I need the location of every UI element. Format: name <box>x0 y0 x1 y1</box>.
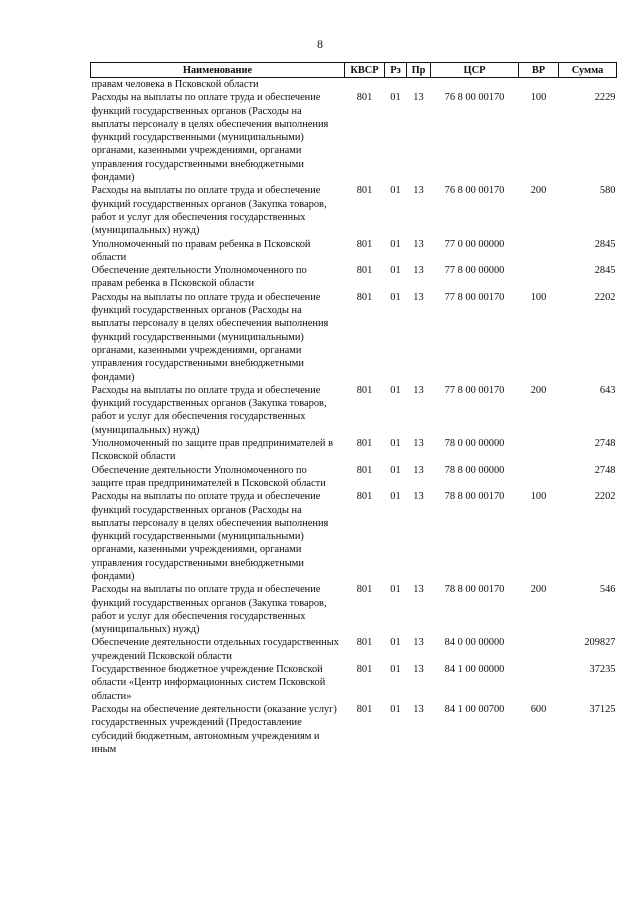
cell-vr <box>519 264 559 291</box>
cell-name: Обеспечение деятельности Уполномоченного по защите прав предпринимателей в Псковской области <box>91 464 326 489</box>
cell-name: Расходы на выплаты по оплате труда и обеспечение функций государственных органов (Расходы на выплаты персоналу в целях обеспечения выполнения функций государственными (муниципальными) органами, казенными учреждениями, органами управления государственными внебюджетными фондами) <box>91 491 329 582</box>
cell-kvsr: 801 <box>356 584 373 596</box>
cell-csr: 84 1 00 00700 <box>444 703 505 715</box>
column-header-pr: Пр <box>407 63 431 78</box>
cell-sum <box>559 78 617 92</box>
cell-name: Обеспечение деятельности Уполномоченного по правам ребенка в Псковской области <box>91 265 307 290</box>
cell-kvsr: 801 <box>356 703 373 715</box>
cell-vr: 200 <box>530 384 547 396</box>
cell-sum: 2748 <box>594 438 616 450</box>
cell-csr: 76 8 00 00170 <box>444 185 505 197</box>
cell-pr: 13 <box>413 438 424 450</box>
column-header-sum: Сумма <box>559 63 617 78</box>
cell-sum: 546 <box>599 584 616 596</box>
cell-sum: 2845 <box>594 265 616 277</box>
table-row <box>91 703 617 756</box>
cell-name: Расходы на обеспечение деятельности (оказание услуг) государственных учреждений (Предоставление субсидий бюджетным, автономным учреждениям и иным <box>91 703 337 755</box>
cell-sum: 2229 <box>594 92 616 104</box>
cell-pr: 13 <box>413 185 424 197</box>
cell-vr <box>519 636 559 663</box>
cell-vr <box>519 238 559 265</box>
cell-rz: 01 <box>390 384 401 396</box>
cell-csr <box>431 78 519 92</box>
cell-pr: 13 <box>413 238 424 250</box>
cell-vr: 100 <box>530 291 547 303</box>
cell-sum: 37235 <box>589 664 616 676</box>
cell-name: Государственное бюджетное учреждение Псковской области «Центр информационных систем Псковской области» <box>91 664 326 702</box>
table-row <box>91 663 617 703</box>
table-row <box>91 78 617 92</box>
cell-vr: 200 <box>530 584 547 596</box>
cell-vr <box>519 78 559 92</box>
cell-name: Уполномоченный по защите прав предпринимателей в Псковской области <box>91 438 333 463</box>
table-row <box>91 91 617 184</box>
cell-name: Расходы на выплаты по оплате труда и обеспечение функций государственных органов (Расходы на выплаты персоналу в целях обеспечения выполнения функций государственными (муниципальными) органами, казенными учреждениями, органами управления государственными внебюджетными фондами) <box>91 92 329 184</box>
cell-rz: 01 <box>390 491 401 503</box>
cell-name: Расходы на выплаты по оплате труда и обеспечение функций государственных органов (Закупка товаров, работ и услуг для обеспечения государственных (муниципальных) нужд) <box>91 584 327 636</box>
cell-rz: 01 <box>390 291 401 303</box>
table-row <box>91 184 617 237</box>
table-body <box>91 78 617 757</box>
cell-kvsr: 801 <box>356 384 373 396</box>
cell-vr <box>519 464 559 491</box>
cell-name: Расходы на выплаты по оплате труда и обеспечение функций государственных органов (Расходы на выплаты персоналу в целях обеспечения выполнения функций государственными (муниципальными) органами, казенными учреждениями, органами управления государственными внебюджетными фондами) <box>91 291 329 383</box>
cell-vr: 100 <box>530 92 547 104</box>
cell-sum: 643 <box>599 384 616 396</box>
cell-rz: 01 <box>390 238 401 250</box>
cell-vr <box>519 663 559 703</box>
cell-kvsr: 801 <box>356 438 373 450</box>
cell-rz: 01 <box>390 584 401 596</box>
cell-kvsr: 801 <box>356 464 373 476</box>
header-row <box>91 63 617 78</box>
budget-table <box>90 62 617 756</box>
cell-csr: 77 8 00 00170 <box>444 291 505 303</box>
page-number: 8 <box>317 37 323 51</box>
cell-csr: 77 0 00 00000 <box>444 238 505 250</box>
cell-pr: 13 <box>413 703 424 715</box>
cell-rz: 01 <box>390 464 401 476</box>
cell-sum: 37125 <box>589 703 616 715</box>
cell-kvsr: 801 <box>356 491 373 503</box>
cell-kvsr: 801 <box>356 291 373 303</box>
cell-pr: 13 <box>413 584 424 596</box>
cell-sum: 2202 <box>594 491 616 503</box>
cell-pr <box>407 78 431 92</box>
cell-pr: 13 <box>413 491 424 503</box>
cell-pr: 13 <box>413 637 424 649</box>
table-row <box>91 490 617 583</box>
cell-csr: 84 1 00 00000 <box>444 664 505 676</box>
table-row <box>91 291 617 384</box>
cell-rz <box>385 78 407 92</box>
cell-kvsr: 801 <box>356 637 373 649</box>
cell-sum: 209827 <box>584 637 616 649</box>
cell-kvsr: 801 <box>356 664 373 676</box>
cell-sum: 2202 <box>594 291 616 303</box>
cell-rz: 01 <box>390 637 401 649</box>
cell-csr: 84 0 00 00000 <box>444 637 505 649</box>
cell-kvsr: 801 <box>356 185 373 197</box>
cell-vr: 100 <box>530 491 547 503</box>
cell-pr: 13 <box>413 291 424 303</box>
column-header-csr: ЦСР <box>431 63 519 78</box>
cell-pr: 13 <box>413 384 424 396</box>
cell-pr: 13 <box>413 664 424 676</box>
cell-csr: 78 8 00 00170 <box>444 491 505 503</box>
cell-name: Обеспечение деятельности отдельных государственных учреждений Псковской области <box>91 637 339 662</box>
cell-rz: 01 <box>390 265 401 277</box>
column-header-name: Наименование <box>91 63 345 78</box>
cell-kvsr: 801 <box>356 238 373 250</box>
table-row <box>91 464 617 491</box>
cell-pr: 13 <box>413 265 424 277</box>
table-row <box>91 384 617 437</box>
cell-csr: 76 8 00 00170 <box>444 92 505 104</box>
cell-kvsr: 801 <box>356 265 373 277</box>
table-row <box>91 264 617 291</box>
cell-pr: 13 <box>413 92 424 104</box>
cell-pr: 13 <box>413 464 424 476</box>
table-row <box>91 583 617 636</box>
table-row <box>91 437 617 464</box>
cell-vr: 200 <box>530 185 547 197</box>
cell-name: правам человека в Псковской области <box>91 79 259 90</box>
cell-vr <box>519 437 559 464</box>
cell-name: Уполномоченный по правам ребенка в Псковской области <box>91 238 311 263</box>
cell-csr: 77 8 00 00170 <box>444 384 505 396</box>
cell-sum: 2748 <box>594 464 616 476</box>
cell-vr: 600 <box>530 703 547 715</box>
cell-csr: 78 0 00 00000 <box>444 438 505 450</box>
cell-csr: 78 8 00 00000 <box>444 464 505 476</box>
cell-csr: 77 8 00 00000 <box>444 265 505 277</box>
table-row <box>91 238 617 265</box>
column-header-kvsr: КВСР <box>345 63 385 78</box>
cell-name: Расходы на выплаты по оплате труда и обеспечение функций государственных органов (Закупка товаров, работ и услуг для обеспечения государственных (муниципальных) нужд) <box>91 384 327 436</box>
cell-rz: 01 <box>390 703 401 715</box>
cell-rz: 01 <box>390 664 401 676</box>
cell-rz: 01 <box>390 185 401 197</box>
cell-name: Расходы на выплаты по оплате труда и обеспечение функций государственных органов (Закупка товаров, работ и услуг для обеспечения государственных (муниципальных) нужд) <box>91 185 327 237</box>
cell-kvsr <box>345 78 385 92</box>
cell-sum: 580 <box>599 185 616 197</box>
column-header-rz: Рз <box>385 63 407 78</box>
cell-csr: 78 8 00 00170 <box>444 584 505 596</box>
cell-rz: 01 <box>390 438 401 450</box>
cell-rz: 01 <box>390 92 401 104</box>
cell-sum: 2845 <box>594 238 616 250</box>
column-header-vr: ВР <box>519 63 559 78</box>
table-header <box>91 63 617 78</box>
table-row <box>91 636 617 663</box>
cell-kvsr: 801 <box>356 92 373 104</box>
